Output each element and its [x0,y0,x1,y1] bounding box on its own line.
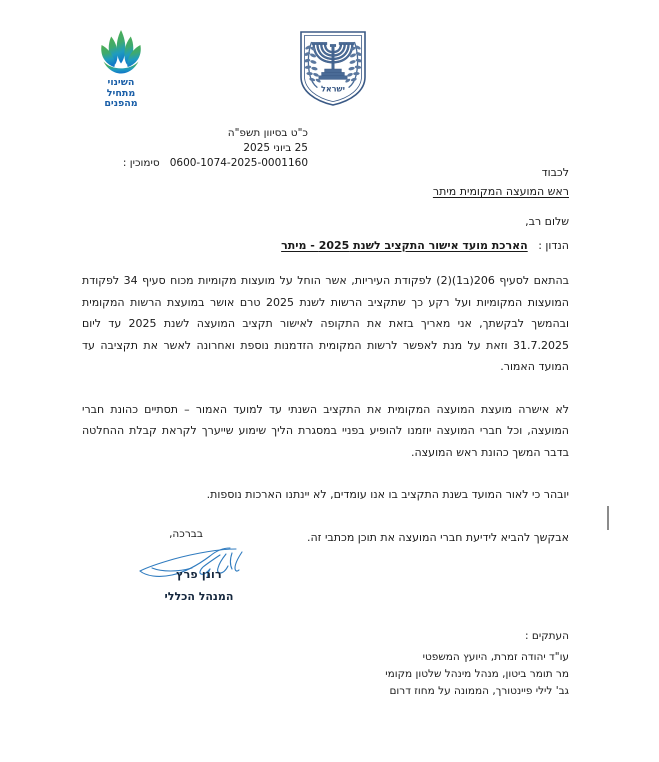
gregorian-date: 25 ביוני 2025 [243,142,308,154]
subject-text: הארכת מועד אישור התקציב לשנת 2025 - מיתר [281,239,528,252]
date-reference-block [0,126,308,171]
text-caret [607,506,609,530]
reference-line [0,156,308,171]
israel-state-emblem-icon [297,29,369,107]
letter-header [0,0,659,120]
cc-block [385,628,569,700]
ministry-logo-slogan-line-2: מתחיל [106,87,136,99]
addressee-recipient: ראש המועצה המקומית מיתר [432,185,569,198]
addressee-block [433,163,569,201]
body-paragraph-4: אבקשך להביא לידיעת חברי המועצה את תוכן מכתבי זה. [306,530,569,544]
addressee-to-label: לכבוד [541,166,569,179]
subject-row [281,239,569,252]
body-paragraph-3: יובהר כי לאור המועד בשנת התקציב בו אנו עומדים, לא יינתנו הארכות נוספות. [206,488,569,501]
signature-name: רונן פרץ [176,568,222,581]
ministry-logo-slogan [88,78,154,110]
letter-body [82,270,569,569]
reference-number: 0600-1074-2025-0001160 [169,157,308,169]
cc-title: העתקים : [525,630,569,642]
greeting-text: שלום רב, [525,215,569,228]
cc-recipient-1: עו"ד יהודה זמרת, היועץ המשפטי [422,651,569,663]
state-emblem-caption: ישראל [321,84,345,94]
signature-title: המנהל הכללי [164,590,234,603]
body-paragraph-2: לא אישרה מועצת המועצה המקומית את התקציב השנתי עד למועד האמור – תסתיים כהונת חברי המועצה, וכל חברי המועצה יוזמנו להופיע בפניי במסגרת הליך שימוע שייערך לקראת קבלת ההחלטה בדבר המשך כהונת ראש המועצה. [82,402,569,459]
body-paragraph-1: בהתאם לסעיף 206(ב1)(2) לפקודת העיריות, אשר הוחל על מועצות מקומיות מכוח סעיף 34 לפקודת המועצות המקומיות ועל רקע כך שתקציב הרשות לשנת 2025 טרם אושר במועצת הרשות המקומית ובהמשך לבקשתך, אני מאריך בזאת את התקופה לאישור תקציב המועצה לשנת 2025 עד ליום 31.7.2025 וזאת על מנת לאפשר לרשות המקומית הזדמנות נוספת ואחרונה לאשר את תקציבה עד המועד האמור. [82,274,570,373]
cc-list [385,649,569,700]
ministry-logo [88,28,154,114]
reference-label: סימוכין : [122,157,160,169]
ministry-logo-slogan-line-3: מהפנים [104,98,138,109]
subject-label: הנדון : [538,239,569,252]
cc-recipient-2: מר תומר ביטון, מנהל מינהל שלטון מקומי [385,668,569,680]
signature-block [104,528,294,603]
cc-recipient-3: גב' לילי פיינטורך, הממונה על מחוז דרום [389,685,569,697]
signature-regards: בברכה, [169,528,203,540]
lotus-leaf-logo-icon [94,28,148,76]
ministry-logo-slogan-line-1: השינוי [107,77,135,88]
hebrew-date: כ"ט בסיוון תשפ"ה [227,127,308,139]
